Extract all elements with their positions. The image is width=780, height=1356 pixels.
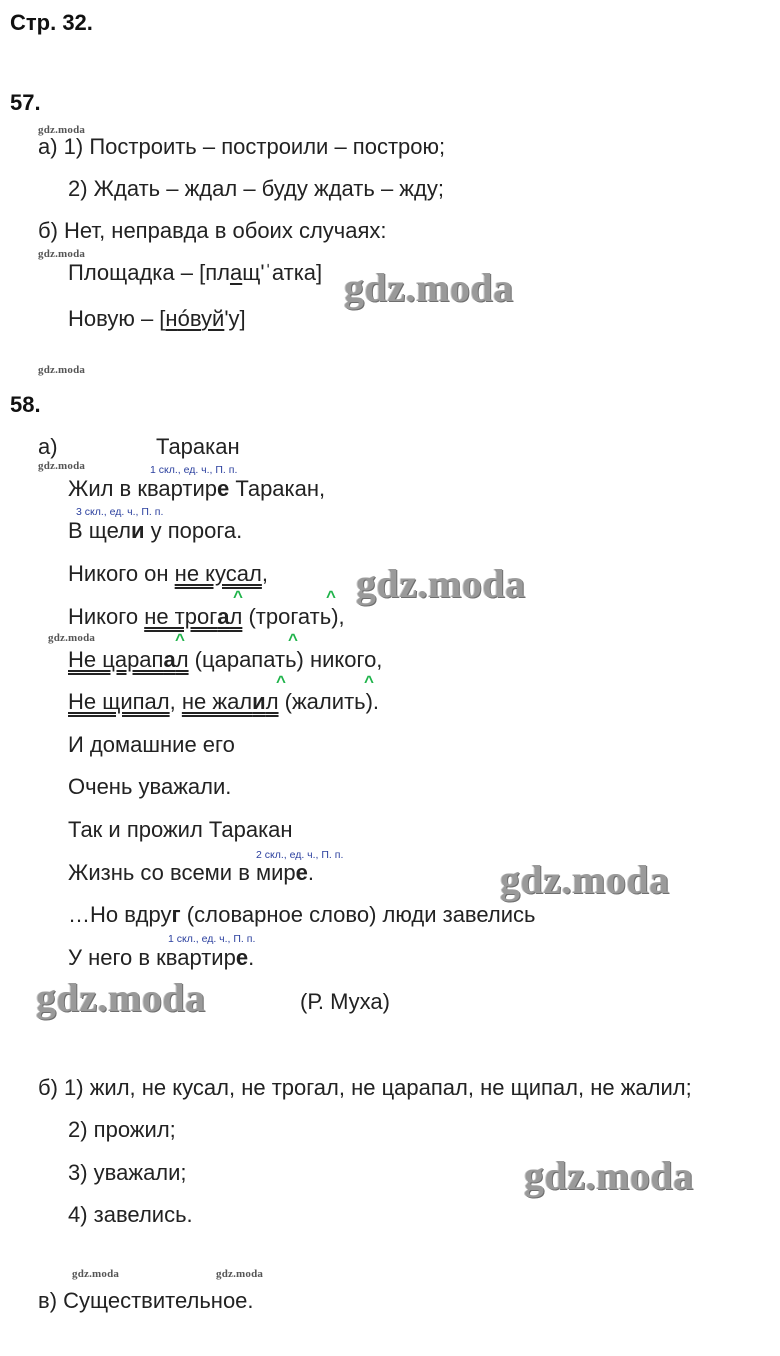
stress-caret-icon: ^: [276, 672, 286, 691]
watermark-small: gdz.moda: [72, 1268, 120, 1280]
transcription-1: [плащ'ˈатка]: [199, 260, 323, 285]
watermark-large: gdz.moda: [500, 857, 670, 902]
word-ploshchadka: Площадка –: [68, 260, 200, 285]
watermark-large: gdz.moda: [524, 1153, 694, 1198]
poem-line-8: Очень уважали.: [68, 774, 232, 799]
ex58-b2: 2) прожил;: [68, 1117, 176, 1142]
ex57-a2: 2) Ждать – ждал – буду ждать – жду;: [68, 176, 444, 201]
poem-line-4: Никого не трогал (трогать),: [68, 604, 345, 629]
ex58-b1: б) 1) жил, не кусал, не трогал, не царапал, не щипал, не жалил;: [38, 1075, 692, 1100]
watermark-large: gdz.moda: [36, 975, 206, 1020]
poem-line-3: Никого он не кусал,: [68, 561, 268, 586]
watermark-large: gdz.moda: [356, 561, 526, 606]
watermark-small: gdz.moda: [48, 632, 96, 644]
ex58-b4: 4) завелись.: [68, 1202, 193, 1227]
poem-line-1: Жил в квартире Таракан,: [68, 476, 326, 501]
word-novuyu: Новую –: [68, 306, 160, 331]
stress-caret-icon: ^: [364, 672, 374, 691]
poem-author: (Р. Муха): [300, 989, 390, 1014]
poem-line-12: У него в квартире.: [68, 945, 255, 970]
watermark-small: gdz.moda: [216, 1268, 264, 1280]
grammar-annotation: 1 скл., ед. ч., П. п.: [168, 933, 256, 945]
ex58-b3: 3) уважали;: [68, 1160, 187, 1185]
poem-line-6: Не щипал, не жалил (жалить).: [68, 689, 380, 714]
watermark-small: gdz.moda: [38, 248, 86, 260]
stress-caret-icon: ^: [175, 630, 185, 649]
exercise-57-number: 57.: [10, 90, 41, 115]
ex57-word-2: [68, 306, 246, 332]
poem-line-9: Так и прожил Таракан: [68, 817, 293, 842]
grammar-annotation: 1 скл., ед. ч., П. п.: [150, 464, 238, 476]
stress-caret-icon: ^: [288, 630, 298, 649]
poem-title: Таракан: [156, 434, 240, 459]
ex57-b: б) Нет, неправда в обоих случаях:: [38, 218, 387, 243]
watermark-small: gdz.moda: [38, 364, 86, 376]
grammar-annotation: 3 скл., ед. ч., П. п.: [76, 506, 164, 518]
watermark-large: gdz.moda: [344, 265, 514, 310]
grammar-annotation: 2 скл., ед. ч., П. п.: [256, 849, 344, 861]
ex58-v: в) Существительное.: [38, 1288, 254, 1313]
poem-line-2: В щели у порога.: [68, 518, 243, 543]
stress-caret-icon: ^: [233, 587, 243, 606]
transcription-2: [нóвуй'у]: [159, 306, 246, 331]
ex58-a-label: а): [38, 434, 58, 459]
poem-line-5: Не царапал (царапать) никого,: [68, 647, 383, 672]
stress-caret-icon: ^: [326, 587, 336, 606]
poem-line-10: Жизнь со всеми в мире.: [68, 860, 315, 885]
ex57-a1: а) 1) Построить – построили – построю;: [38, 134, 446, 159]
poem-line-7: И домашние его: [68, 732, 235, 757]
poem-line-11: …Но вдруг (словарное слово) люди завелись: [68, 902, 536, 927]
page-header: Стр. 32.: [10, 10, 93, 35]
watermark-small: gdz.moda: [38, 124, 86, 136]
ex57-word-1: [68, 260, 322, 286]
watermark-small: gdz.moda: [38, 460, 86, 472]
exercise-58-number: 58.: [10, 392, 41, 417]
